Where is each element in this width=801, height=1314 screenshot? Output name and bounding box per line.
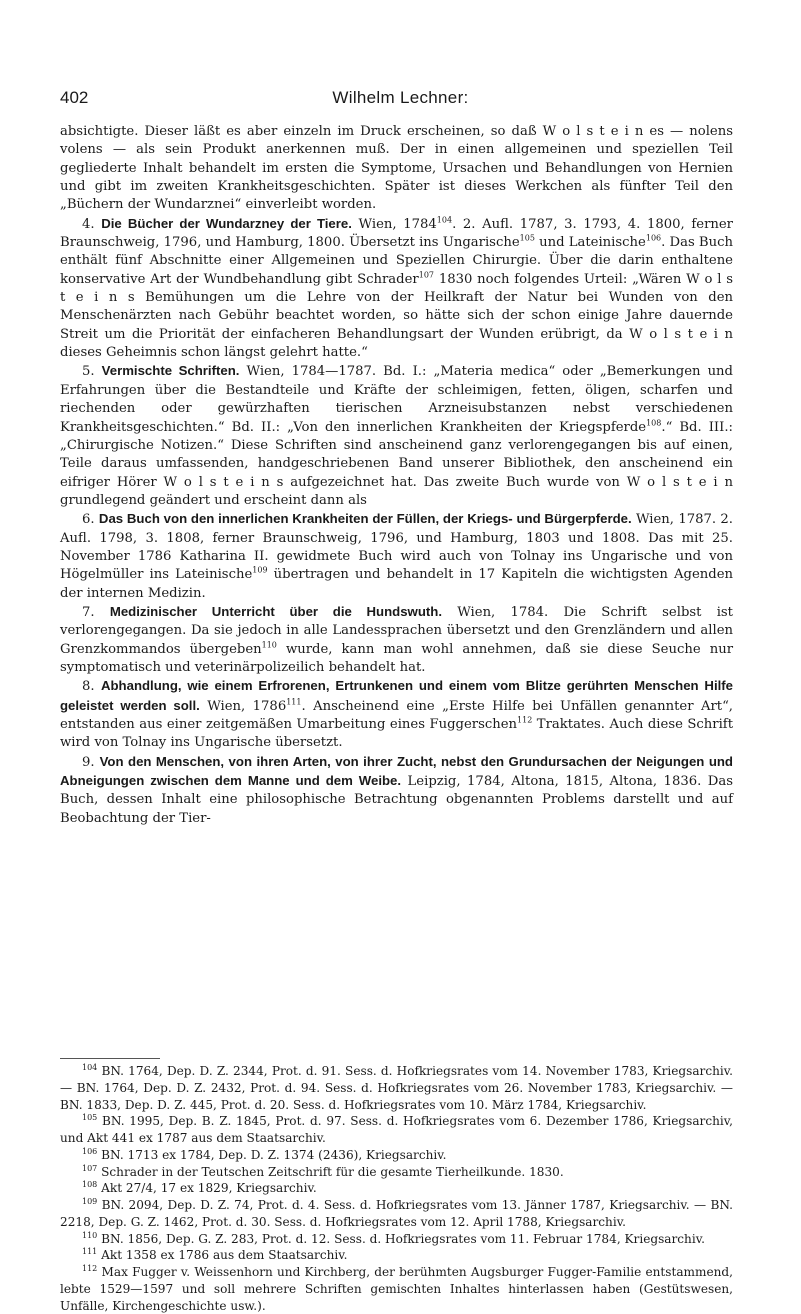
item-text: Wien, 1784—1787. Bd. I.: „Materia medica“ oder „Bemerkungen und Erfahrungen über die Bestandteile und Kräfte der schleimigen, fetten, öligen, scharfen und riechenden oder gewürzhaften tierischen Arzneisubstanzen nebst verschiedenen Krankheitsgeschichten.“ Bd. II.: „Von den innerlichen Krankheiten der Kriegspferde bbox=[60, 364, 733, 435]
footnote-ref: 108 bbox=[646, 418, 662, 428]
item-9-paragraph bbox=[60, 753, 733, 828]
footnote-ref: 104 bbox=[436, 215, 453, 225]
footnote-text: BN. 1995, Dep. B. Z. 1845, Prot. d. 97. Sess. d. Hofkriegsrates vom 6. Dezember 1786, Kriegsarchiv, und Akt 441 ex 1787 aus dem Staatsarchiv. bbox=[60, 1114, 733, 1145]
item-heading: Von den Menschen, von ihren Arten, von ihrer Zucht, nebst den Grundursachen der Neigungen und Abneigungen zwischen dem Manne und dem Weibe. bbox=[60, 753, 733, 789]
footnote-text: BN. 2094, Dep. D. Z. 74, Prot. d. 4. Sess. d. Hofkriegsrates vom 13. Jänner 1787, Kriegsarchiv. — BN. 2218, Dep. G. Z. 1462, Prot. d. 30. Sess. d. Hofkriegsrates vom 12. April 1788, Kriegsarchiv. bbox=[60, 1198, 733, 1229]
footnote-number: 106 bbox=[82, 1146, 98, 1156]
footnote bbox=[60, 1197, 733, 1231]
footnote bbox=[60, 1164, 733, 1181]
footnote-text: BN. 1856, Dep. G. Z. 283, Prot. d. 12. Sess. d. Hofkriegsrates vom 11. Februar 1784, Kriegsarchiv. bbox=[97, 1231, 705, 1246]
item-5-paragraph bbox=[60, 362, 733, 510]
footnote-number: 105 bbox=[82, 1113, 98, 1123]
footnote-ref: 106 bbox=[645, 233, 662, 243]
footnote-text: Max Fugger v. Weissenhorn und Kirchberg, der berühmten Augsburger Fugger-Familie entstammend, lebte 1529—1597 und soll mehrere Schriften gemischten Inhaltes hinterlassen haben (Gestütswesen, Unfälle, Kirchengeschichte usw.). bbox=[60, 1265, 733, 1313]
item-text: . Das Buch enthält fünf Abschnitte einer Allgemeinen und Speziellen Chirurgie. Über die darin enthaltene konservative Art der Wundbehandlung gibt Schrader bbox=[60, 235, 733, 287]
footnote-text: Schrader in der Teutschen Zeitschrift für die gesamte Tierheilkunde. 1830. bbox=[97, 1164, 564, 1179]
item-number: 8. bbox=[82, 679, 95, 695]
footnote bbox=[60, 1113, 733, 1147]
running-head: Wilhelm Lechner: bbox=[332, 88, 469, 107]
item-text: . 2. Aufl. 1787, 3. 1793, 4. 1800, ferner Braunschweig, 1796, und Hamburg, 1800. Übersetzt ins Ungarische bbox=[60, 216, 733, 251]
footnote-ref: 105 bbox=[519, 233, 535, 243]
footnote bbox=[60, 1264, 733, 1314]
item-heading: Abhandlung, wie einem Erfrorenen, Ertrunkenen und einem vom Blitze gerührten Menschen Hilfe geleistet werden soll. bbox=[60, 678, 733, 713]
footnote bbox=[60, 1231, 733, 1248]
item-text: Wien, 1786 bbox=[199, 698, 287, 714]
item-text: .“ Bd. III.: „Chirurgische Notizen.“ Diese Schriften sind anscheinend ganz verlorengegangen bis auf einen, Teile daraus umfassenden, handgeschriebenen Band unserer Bibliothek, den anscheinend ein eifriger Hörer W o l s t e i n s aufgezeichnet hat. Das zweite Buch wurde von W o l s t e i n grundlegend geändert und erscheint dann als bbox=[60, 419, 733, 508]
intro-paragraph: absichtigte. Dieser läßt es aber einzeln im Druck erscheinen, so daß W o l s t e i n es — nolens volens — als sein Produkt anerkennen muß. Der in einen allgemeinen und speziellen Teil gegliederte Inhalt behandelt im ersten die Symptome, Ursachen und Behandlungen von Hernien und gibt im zweiten Krankheitsgeschichten. Später ist dieses Werkchen als fünfter Teil den „Büchern der Wundarznei“ einverleibt worden. bbox=[60, 124, 733, 213]
body-text bbox=[60, 123, 733, 828]
item-number: 7. bbox=[82, 604, 95, 620]
footnote-number: 111 bbox=[82, 1247, 98, 1257]
footnote bbox=[60, 1247, 733, 1264]
footnote-number: 104 bbox=[82, 1062, 98, 1072]
item-text: übertragen und behandelt in 17 Kapiteln die wichtigsten Agenden der internen Medizin. bbox=[60, 567, 733, 601]
footnote-ref: 107 bbox=[418, 270, 435, 280]
item-7-paragraph bbox=[60, 603, 733, 677]
item-number: 4. bbox=[82, 216, 95, 232]
item-heading: Das Buch von den innerlichen Krankheiten der Füllen, der Kriegs- und Bürgerpferde. bbox=[98, 511, 632, 527]
footnote bbox=[60, 1063, 733, 1113]
item-number: 5. bbox=[82, 364, 95, 380]
footnote-text: Akt 27/4, 17 ex 1829, Kriegsarchiv. bbox=[97, 1181, 317, 1196]
footnote-text: BN. 1713 ex 1784, Dep. D. Z. 1374 (2436), Kriegsarchiv. bbox=[97, 1147, 447, 1162]
page-number: 402 bbox=[60, 88, 89, 107]
footnote bbox=[60, 1180, 733, 1197]
footnote-number: 110 bbox=[82, 1230, 98, 1240]
item-text: Leipzig, 1784, Altona, 1815, Altona, 1836. Das Buch, dessen Inhalt eine philosophische Betrachtung obgenannten Problems darstellt und auf Beobachtung der Tier- bbox=[60, 774, 733, 826]
item-4-paragraph bbox=[60, 215, 733, 363]
item-text: Traktates. Auch diese Schrift wird von Tolnay ins Ungarische übersetzt. bbox=[60, 717, 733, 751]
item-text: wurde, kann man wohl annehmen, daß sie diese Seuche nur symptomatisch und veterinärpolizeilich behandelt hat. bbox=[60, 641, 733, 675]
footnote-ref: 110 bbox=[261, 640, 277, 650]
item-text: und Lateinische bbox=[534, 235, 646, 251]
item-6-paragraph bbox=[60, 510, 733, 603]
footnote-number: 107 bbox=[82, 1163, 98, 1173]
page-header bbox=[60, 88, 741, 112]
item-heading: Medizinischer Unterricht über die Hundswuth. bbox=[109, 603, 442, 619]
item-text: 1830 noch folgendes Urteil: „Wären W o l s t e i n s Bemühungen um die Lehre von der Heilkraft der Natur bei Wunden von den Menschenärzten nach Gebühr beachtet worden, so hätte sich der schon einige Jahre dauernde Streit um die Priorität der einfacheren Behandlungsart der Wunden erübrigt, da W o l s t e i n dieses Geheimnis schon längst gelehrt hatte.“ bbox=[60, 271, 733, 361]
item-number: 9. bbox=[82, 754, 95, 770]
footnote-number: 108 bbox=[82, 1180, 98, 1190]
footnote-ref: 109 bbox=[252, 565, 268, 575]
footnotes bbox=[60, 1063, 733, 1314]
footnote-number: 112 bbox=[82, 1263, 98, 1273]
footnote-divider bbox=[60, 1058, 160, 1059]
footnote-text: Akt 1358 ex 1786 aus dem Staatsarchiv. bbox=[97, 1248, 348, 1263]
item-text: Wien, 1784 bbox=[351, 216, 437, 232]
footnote bbox=[60, 1147, 733, 1164]
footnote-ref: 111 bbox=[286, 697, 302, 707]
item-text: Wien, 1784. Die Schrift selbst ist verlorengegangen. Da sie jedoch in alle Landessprachen übersetzt und den Grenzländern und allen Grenzkommandos übergeben bbox=[60, 604, 733, 657]
footnote-number: 109 bbox=[82, 1196, 98, 1206]
item-number: 6. bbox=[82, 512, 95, 528]
item-text: . Anscheinend eine „Erste Hilfe bei Unfällen genannter Art“, entstanden aus einer zeitgemäßen Umarbeitung eines Fuggerschen bbox=[60, 698, 734, 732]
item-text: Wien, 1787. 2. Aufl. 1798, 3. 1808, ferner Braunschweig, 1796, und Hamburg, 1803 und 1808. Das mit 25. November 1786 Katharina II. gewidmete Buch wird auch von Tolnay ins Ungarische und von Högelmüller ins Lateinische bbox=[60, 512, 733, 583]
footnote-ref: 112 bbox=[517, 715, 533, 725]
footnote-text: BN. 1764, Dep. D. Z. 2344, Prot. d. 91. Sess. d. Hofkriegsrates vom 14. November 1783, Kriegsarchiv. — BN. 1764, Dep. D. Z. 2432, Prot. d. 94. Sess. d. Hofkriegsrates vom 26. November 1783, Kriegsarchiv. — BN. 1833, Dep. D. Z. 445, Prot. d. 20. Sess. d. Hofkriegsrates vom 10. März 1784, Kriegsarchiv. bbox=[60, 1064, 733, 1112]
item-heading: Die Bücher der Wundarzney der Tiere. bbox=[101, 215, 352, 231]
item-8-paragraph bbox=[60, 677, 733, 752]
item-heading: Vermischte Schriften. bbox=[101, 363, 240, 379]
